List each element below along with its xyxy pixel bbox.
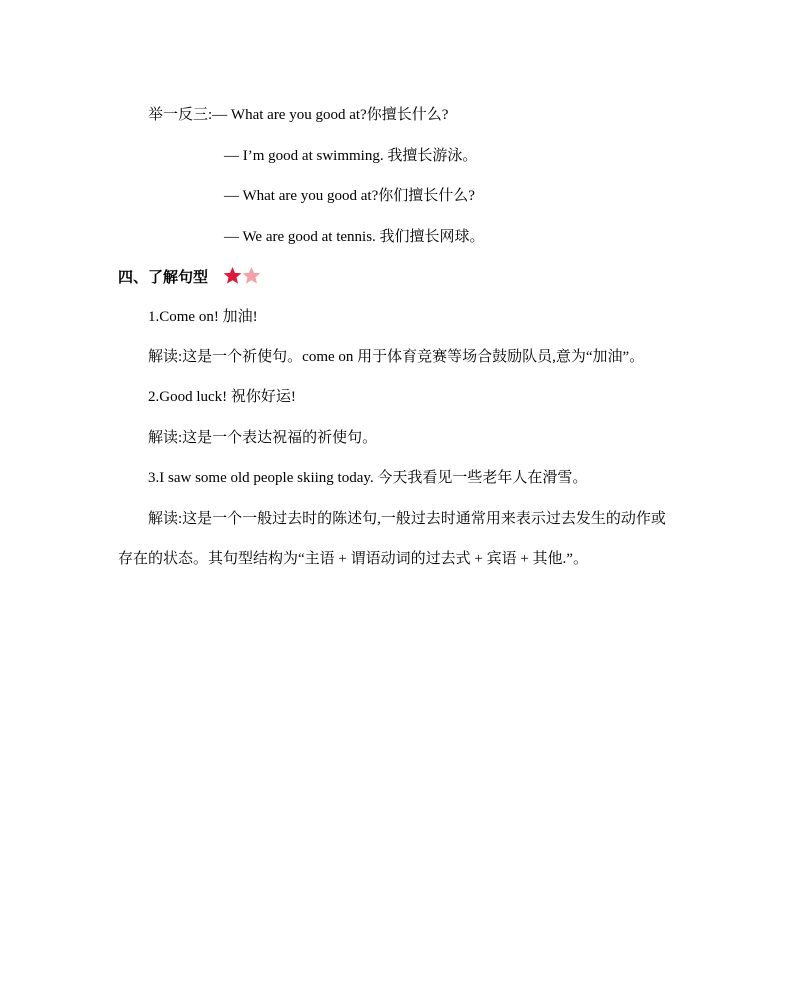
explanation-3: 解读:这是一个一般过去时的陈述句,一般过去时通常用来表示过去发生的动作或 <box>148 511 666 527</box>
star-icon <box>242 266 261 285</box>
explanation-3-cont: 存在的状态。其句型结构为“主语 + 谓语动词的过去式 + 宾语 + 其他.”。 <box>118 551 588 567</box>
example-line-3: — What are you good at?你们擅长什么? <box>224 188 475 204</box>
sentence-1: 1.Come on! 加油! <box>148 309 258 325</box>
explanation-1: 解读:这是一个祈使句。come on 用于体育竞赛等场合鼓励队员,意为“加油”。 <box>148 349 645 365</box>
example-text: — What are you good at?你擅长什么? <box>212 107 449 123</box>
section-heading <box>118 266 261 290</box>
explanation-2: 解读:这是一个表达祝福的祈使句。 <box>148 430 378 446</box>
section-title: 四、了解句型 <box>118 268 209 286</box>
example-line-1 <box>148 105 448 125</box>
example-line-4: — We are good at tennis. 我们擅长网球。 <box>224 229 485 245</box>
difficulty-rating <box>223 266 261 290</box>
example-line-2: — I’m good at swimming. 我擅长游泳。 <box>224 148 478 164</box>
star-icon <box>223 266 242 285</box>
sentence-3: 3.I saw some old people skiing today. 今天我看见一些老年人在滑雪。 <box>148 470 588 486</box>
sentence-2: 2.Good luck! 祝你好运! <box>148 389 296 405</box>
example-prefix: 举一反三: <box>148 107 213 123</box>
